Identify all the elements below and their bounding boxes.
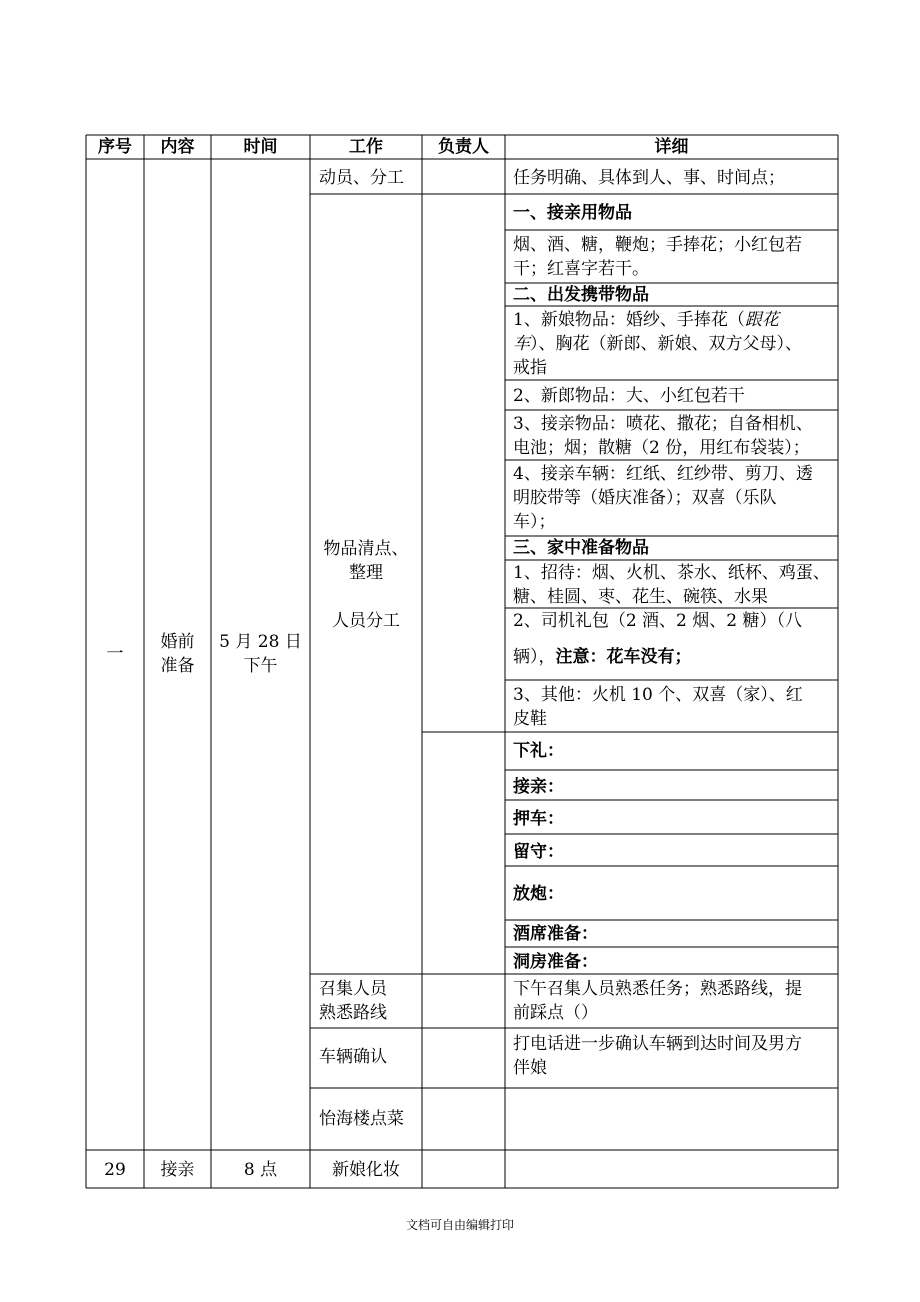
car-items-line1: 4、接亲车辆：红纸、红纱带、剪刀、透 xyxy=(513,464,813,484)
group1-seq: 一 xyxy=(106,644,124,664)
work-mobilize: 动员、分工 xyxy=(319,168,404,188)
header-detail: 详细 xyxy=(654,137,689,157)
car-items-line3: 车）； xyxy=(513,512,556,532)
header-content: 内容 xyxy=(160,137,195,157)
other-items-line1: 3、其他：火机 10 个、双喜（家）、红 xyxy=(513,685,803,705)
header-time: 时间 xyxy=(243,137,278,157)
pickup-items-line2: 电池；烟；散糖（2 份，用红布袋装）； xyxy=(513,438,810,458)
groom-items: 2、新郎物品：大、小红包若干 xyxy=(513,386,745,406)
group1-time-line2: 下午 xyxy=(243,656,278,676)
work-menu: 怡海楼点菜 xyxy=(319,1109,404,1129)
assign-escort: 押车： xyxy=(513,809,564,829)
detail-vehicle-line1: 打电话进一步确认车辆到达时间及男方 xyxy=(513,1034,802,1054)
bride-items-line2: 车）、胸花（新郎、新娘、双方父母）、 xyxy=(513,334,802,354)
detail-gather-line2: 前踩点（） xyxy=(513,1003,598,1023)
group2-seq: 29 xyxy=(104,1160,126,1180)
group1-content-line1: 婚前 xyxy=(160,632,195,652)
assign-gift: 下礼： xyxy=(513,741,564,761)
group2-time: 8 点 xyxy=(243,1160,278,1180)
driver-gift-line2: 辆），注意：花车没有； xyxy=(513,647,692,667)
assign-banquet: 酒席准备： xyxy=(513,924,598,944)
header-work: 工作 xyxy=(349,137,383,157)
assign-bridal-room: 洞房准备： xyxy=(513,952,598,972)
group1-time-line1: 5 月 28 日 xyxy=(219,632,302,652)
driver-gift-line1: 2、司机礼包（2 酒、2 烟、2 糖）（八 xyxy=(513,611,802,631)
other-items-line2: 皮鞋 xyxy=(513,709,547,729)
home-items-line1: 1、招待：烟、火机、茶水、纸杯、鸡蛋、 xyxy=(513,563,830,583)
work-inventory-line1: 物品清点、 xyxy=(323,539,409,559)
work-inventory-line2: 整理 xyxy=(349,563,383,583)
work-vehicle: 车辆确认 xyxy=(319,1047,387,1067)
work-gather-line2: 熟悉路线 xyxy=(319,1003,387,1023)
assign-pickup: 接亲： xyxy=(513,777,564,797)
group1-content-line2: 准备 xyxy=(160,656,195,676)
bride-items-line3: 戒指 xyxy=(513,358,547,378)
section3-title: 三、家中准备物品 xyxy=(513,538,649,558)
section1-line2: 干；红喜字若干。 xyxy=(513,259,649,279)
header-seq: 序号 xyxy=(98,137,132,157)
page-footer: 文档可自由编辑打印 xyxy=(405,1218,514,1232)
header-owner: 负责人 xyxy=(438,137,489,157)
detail-vehicle-line2: 伴娘 xyxy=(513,1058,547,1078)
car-items-line2: 明胶带等（婚庆准备）；双喜（乐队 xyxy=(513,488,777,508)
home-items-line2: 糖、桂圆、枣、花生、碗筷、水果 xyxy=(513,587,768,607)
bride-items-line1: 1、新娘物品：婚纱、手捧花（跟花 xyxy=(513,310,779,330)
group2-work: 新娘化妆 xyxy=(332,1160,400,1180)
group2-content: 接亲 xyxy=(160,1160,195,1180)
work-gather-line1: 召集人员 xyxy=(319,979,387,999)
detail-gather-line1: 下午召集人员熟悉任务；熟悉路线，提 xyxy=(513,979,802,999)
assign-firecracker: 放炮： xyxy=(513,884,564,904)
section1-line1: 烟、酒、糖，鞭炮；手捧花；小红包若 xyxy=(513,235,802,255)
work-inventory-line3: 人员分工 xyxy=(332,611,400,631)
detail-mobilize: 任务明确、具体到人、事、时间点； xyxy=(513,168,785,188)
section2-title: 二、出发携带物品 xyxy=(513,285,649,305)
assign-stay: 留守： xyxy=(513,842,564,862)
pickup-items-line1: 3、接亲物品：喷花、撒花；自备相机、 xyxy=(513,414,813,434)
section1-title: 一、接亲用物品 xyxy=(513,203,632,223)
